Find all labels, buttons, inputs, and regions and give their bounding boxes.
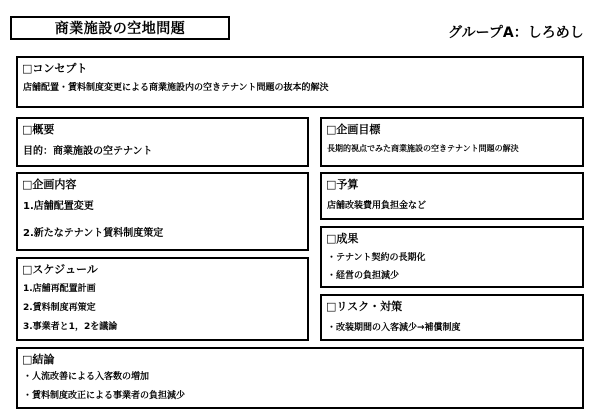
overview-title: □概要 bbox=[22, 123, 55, 136]
overview-line-1: 目的：商業施設の空テナント bbox=[23, 146, 153, 157]
page-title-box bbox=[10, 16, 230, 40]
conclusion-line-2: ・賃料制度改正による事業者の負担減少 bbox=[23, 391, 186, 401]
concept-title: □コンセプト bbox=[22, 62, 88, 75]
schedule-title: □スケジュール bbox=[22, 263, 98, 276]
concept-section bbox=[16, 56, 584, 108]
page-title: 商業施設の空地問題 bbox=[54, 21, 186, 37]
content-section bbox=[16, 172, 309, 251]
schedule-line-2: 2.賃料制度再策定 bbox=[23, 303, 96, 313]
goal-title: □企画目標 bbox=[326, 123, 381, 136]
concept-line-1: 店舗配置・賃料制度変更による商業施設内の空きテナント問題の抜本的解決 bbox=[23, 83, 329, 93]
budget-section bbox=[320, 172, 584, 220]
budget-title: □予算 bbox=[326, 178, 359, 191]
group-label: グループA：しろめし bbox=[448, 25, 584, 41]
conclusion-title: □結論 bbox=[22, 353, 55, 366]
budget-line-1: 店舗改装費用負担金など bbox=[327, 201, 427, 211]
risk-title: □リスク・対策 bbox=[326, 300, 403, 313]
conclusion-section bbox=[16, 347, 584, 409]
overview-section bbox=[16, 117, 309, 167]
content-line-1: 1.店舗配置変更 bbox=[23, 201, 94, 212]
schedule-line-1: 1.店舗再配置計画 bbox=[23, 284, 96, 294]
goal-section bbox=[320, 117, 584, 167]
risk-section bbox=[320, 294, 584, 341]
results-line-2: ・経営の負担減少 bbox=[327, 271, 400, 281]
schedule-line-3: 3.事業者と1，2を議論 bbox=[23, 322, 118, 332]
risk-line-1: ・改装期間の入客減少→補償制度 bbox=[327, 323, 461, 333]
goal-line-1: 長期的視点でみた商業施設の空きテナント問題の解決 bbox=[327, 144, 519, 153]
content-title: □企画内容 bbox=[22, 178, 77, 191]
results-line-1: ・テナント契約の長期化 bbox=[327, 253, 426, 263]
results-title: □成果 bbox=[326, 232, 359, 245]
conclusion-line-1: ・人流改善による入客数の増加 bbox=[23, 372, 150, 382]
content-line-2: 2.新たなテナント賃料制度策定 bbox=[23, 228, 164, 239]
results-section bbox=[320, 226, 584, 288]
schedule-section bbox=[16, 257, 309, 341]
